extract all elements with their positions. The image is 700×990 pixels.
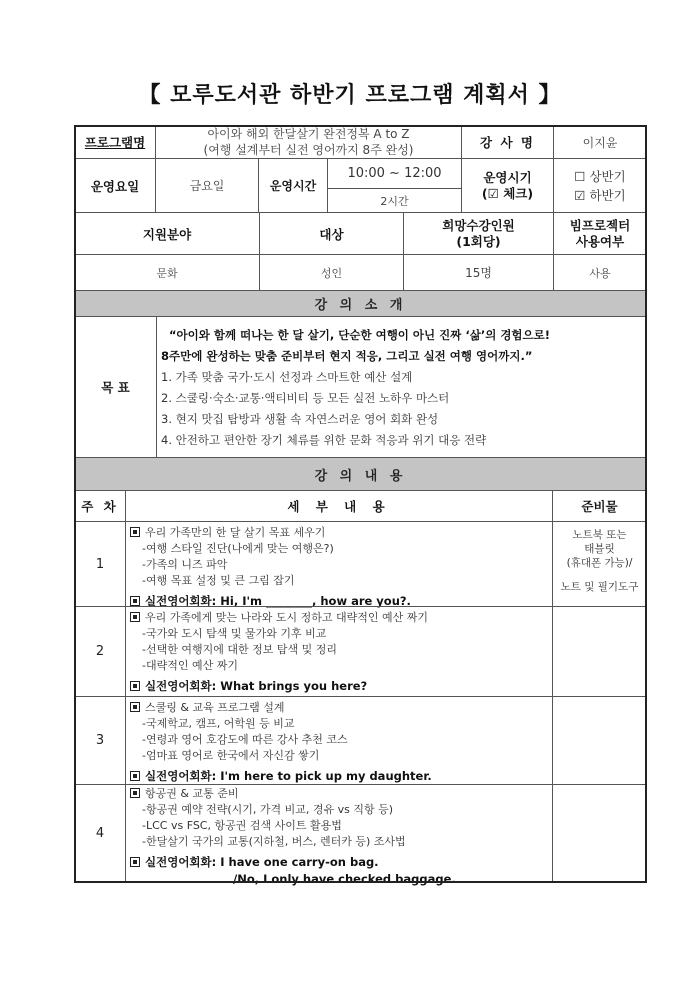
day-text: 금요일 — [189, 179, 225, 193]
week-conversation-text: 실전영어회화: I'm here to pick up my daughter. — [145, 769, 432, 783]
content-heading-text: 강 의 내 용 — [314, 468, 407, 484]
goal-quote-line2: 8주만에 완성하는 맞춤 준비부터 현지 적응, 그리고 실전 여행 영어까지.” — [161, 349, 533, 363]
square-bullet-icon — [130, 612, 140, 622]
week-detail — [125, 784, 553, 886]
duration-text: 2시간 — [380, 194, 409, 208]
period-label — [461, 158, 554, 213]
square-bullet-icon — [130, 771, 140, 781]
week-subitem: -여행 스타일 진단(나에게 맞는 여행은?) — [142, 542, 334, 555]
intro-section-heading — [74, 290, 647, 317]
goal-item: 4. 안전하고 편안한 장기 체류를 위한 문화 적응과 위기 대응 전략 — [161, 433, 487, 447]
period-option-second-half[interactable] — [574, 186, 625, 205]
checkbox-checked-icon[interactable]: ☑ — [574, 187, 586, 203]
intro-heading-text: 강 의 소 개 — [314, 298, 407, 313]
time-label-text: 운영시간 — [269, 179, 317, 193]
goal-label-text: 목 표 — [101, 380, 130, 395]
detail-column-header — [125, 490, 553, 522]
content-section-heading — [74, 457, 647, 491]
goal-content — [156, 316, 647, 458]
materials-cell — [552, 521, 647, 607]
week-conversation — [130, 678, 367, 695]
week-number-text: 1 — [95, 556, 105, 572]
week-subitem: -선택한 여행지에 대한 정보 탐색 및 정리 — [142, 643, 337, 656]
capacity-text: 15명 — [465, 266, 492, 280]
week-number — [74, 521, 126, 607]
week-topic-text: 우리 가족만의 한 달 살기 목표 세우기 — [145, 526, 326, 539]
program-name-line2: (여행 설계부터 실전 영어까지 8주 완성) — [203, 143, 414, 157]
week-conversation-text: 실전영어회화: What brings you here? — [145, 679, 368, 693]
instructor-label-text: 강 사 명 — [480, 135, 535, 150]
materials-line: 태블릿 — [584, 543, 615, 555]
instructor-label — [461, 125, 554, 159]
week-subitem: -국가와 도시 탐색 및 물가와 기후 비교 — [142, 627, 327, 640]
square-bullet-icon — [130, 681, 140, 691]
week-conversation-continued: /No, I only have checked baggage. — [233, 872, 456, 886]
goal-item: 1. 가족 맞춤 국가·도시 선정과 스마트한 예산 설계 — [161, 370, 413, 384]
program-name-cell — [155, 125, 462, 159]
week-number-text: 3 — [95, 733, 105, 748]
week-subitem: -가족의 니즈 파악 — [142, 558, 228, 571]
projector-label-line2: 사용여부 — [575, 233, 625, 249]
week-conversation — [130, 854, 379, 871]
week-topic — [130, 786, 238, 802]
projector-label — [553, 212, 647, 255]
week-topic — [130, 525, 325, 541]
time-text: 10:00 ~ 12:00 — [347, 166, 442, 181]
materials-cell-empty — [552, 696, 647, 785]
program-name-line1: 아이와 해외 한달살기 완전정복 A to Z — [207, 127, 410, 141]
square-bullet-icon — [130, 596, 140, 606]
week-subitem: -한달살기 국가의 교통(지하철, 버스, 렌터카 등) 조사법 — [142, 835, 406, 848]
target-label — [259, 212, 404, 255]
week-subitem: -항공권 예약 전략(시기, 가격 비교, 경유 vs 직항 등) — [142, 803, 394, 816]
period-option-label: 상반기 — [589, 168, 626, 184]
period-options — [553, 158, 647, 213]
projector-label-line1: 빔프로젝터 — [569, 217, 631, 233]
materials-cell-empty — [552, 784, 647, 883]
week-column-header — [74, 490, 126, 522]
duration-value — [327, 188, 462, 213]
period-label-line2: (☑ 체크) — [481, 185, 534, 201]
week-subitem: -여행 목표 설정 및 큰 그림 잡기 — [142, 574, 295, 587]
square-bullet-icon — [130, 527, 140, 537]
time-label — [258, 158, 328, 213]
week-header-text: 주 차 — [81, 499, 119, 514]
materials-line: 노트북 또는 — [572, 529, 627, 541]
target-text: 성인 — [320, 266, 343, 280]
capacity-label — [403, 212, 554, 255]
week-detail — [125, 521, 553, 607]
week-subitem: -LCC vs FSC, 항공권 검색 사이트 활용법 — [142, 819, 342, 832]
capacity-label-line1: 희망수강인원 — [442, 217, 515, 233]
detail-header-text: 세 부 내 용 — [287, 499, 391, 514]
projector-value — [553, 254, 647, 291]
week-conversation-text: 실전영어회화: Hi, I'm ________, how are you?. — [145, 594, 411, 608]
materials-line: (휴대폰 가능)/ — [566, 557, 633, 569]
goal-item: 2. 스쿨링·숙소·교통·액티비티 등 모든 실전 노하우 마스터 — [161, 391, 450, 405]
week-subitem: -대략적인 예산 짜기 — [142, 659, 238, 672]
week-detail — [125, 696, 553, 785]
square-bullet-icon — [130, 702, 140, 712]
week-subitem: -연령과 영어 호감도에 따른 강사 추천 코스 — [142, 733, 348, 746]
field-value — [74, 254, 260, 291]
capacity-label-line2: (1회당) — [456, 233, 501, 249]
day-label-text: 운영요일 — [90, 178, 140, 194]
week-number — [74, 696, 126, 785]
week-topic — [130, 610, 428, 626]
week-number-text: 2 — [95, 644, 105, 659]
week-subitem: -국제학교, 캠프, 어학원 등 비교 — [142, 717, 295, 730]
period-option-first-half[interactable] — [574, 167, 625, 186]
materials-line: 노트 및 필기도구 — [560, 581, 639, 593]
square-bullet-icon — [130, 857, 140, 867]
week-number — [74, 784, 126, 883]
week-topic — [130, 700, 284, 716]
week-topic-text: 항공권 & 교통 준비 — [145, 787, 239, 800]
projector-text: 사용 — [589, 266, 611, 280]
page-title: 【 모루도서관 하반기 프로그램 계획서 】 — [138, 82, 562, 108]
target-label-text: 대상 — [319, 226, 344, 242]
goal-label — [74, 316, 157, 458]
program-name-label — [74, 125, 156, 159]
instructor-value — [553, 125, 647, 159]
period-label-line1: 운영시기 — [483, 169, 532, 185]
materials-cell-empty — [552, 606, 647, 697]
materials-header-text: 준비물 — [581, 499, 618, 514]
capacity-value — [403, 254, 554, 291]
square-bullet-icon — [130, 788, 140, 798]
time-value — [327, 158, 462, 189]
period-option-label: 하반기 — [589, 187, 626, 203]
materials-column-header — [552, 490, 647, 522]
week-conversation-text: 실전영어회화: I have one carry-on bag. — [145, 855, 379, 869]
week-conversation — [130, 768, 432, 785]
week-number — [74, 606, 126, 697]
day-label — [74, 158, 156, 213]
week-detail — [125, 606, 553, 697]
program-name-label-text: 프로그램명 — [84, 135, 146, 150]
instructor-name: 이지윤 — [582, 135, 618, 150]
field-text: 문화 — [156, 266, 178, 280]
week-number-text: 4 — [95, 826, 105, 841]
target-value — [259, 254, 404, 291]
field-label-text: 지원분야 — [142, 226, 192, 242]
week-subitem: -엄마표 영어로 한국에서 자신감 쌓기 — [142, 749, 320, 762]
checkbox-unchecked-icon[interactable]: ☐ — [574, 168, 586, 184]
day-value — [155, 158, 259, 213]
week-topic-text: 우리 가족에게 맞는 나라와 도시 정하고 대략적인 예산 짜기 — [145, 611, 428, 624]
goal-quote-line1: “아이와 함께 떠나는 한 달 살기, 단순한 여행이 아닌 진짜 ‘삶’의 경험으로! — [169, 328, 550, 342]
goal-item: 3. 현지 맛집 탐방과 생활 속 자연스러운 영어 회화 완성 — [161, 412, 439, 426]
week-topic-text: 스쿨링 & 교육 프로그램 설계 — [145, 701, 285, 714]
field-label — [74, 212, 260, 255]
